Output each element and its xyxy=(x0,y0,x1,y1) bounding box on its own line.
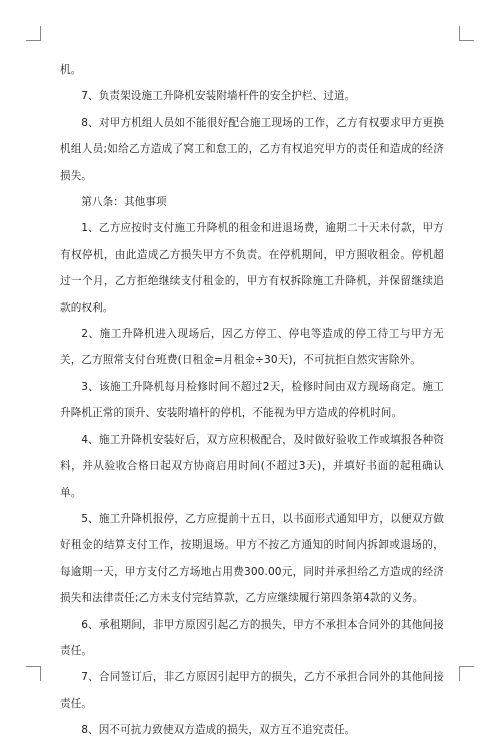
paragraph-item-7: 7、负责架设施工升降机安装附墙杆件的安全护栏、过道。 xyxy=(81,90,356,103)
crop-mark-bottom-right xyxy=(459,666,474,681)
crop-mark-top-left xyxy=(26,26,41,41)
paragraph-item-2: 2、施工升降机进入现场后，因乙方停工、停电等造成的停工待工与甲方无关，乙方照常支付台班费(日租金=月租金÷30天)，不可抗拒自然灾害除外。 xyxy=(60,328,444,367)
paragraph-item-7b: 7、合同签订后，非乙方原因引起甲方的损失，乙方不承担合同外的其他间接责任。 xyxy=(60,671,444,710)
crop-mark-bottom-left xyxy=(26,666,41,681)
paragraph-item-4: 4、施工升降机安装好后，双方应积极配合，及时做好验收工作或填报各种资料，并从验收合格日起双方协商启用时间(不超过3天)，并填好书面的起租确认单。 xyxy=(60,433,444,499)
paragraph-item-1: 1、乙方应按时支付施工升降机的租金和进退场费，逾期二十天未付款，甲方有权停机，由此造成乙方损失甲方不负责。在停机期间，甲方照收租金。停机超过一个月，乙方拒绝继续支付租金的，甲方有权拆除施工升降机，并保留继续追款的权利。 xyxy=(60,222,444,314)
crop-mark-top-right xyxy=(459,26,474,41)
paragraph-item-8: 8、对甲方机组人员如不能很好配合施工现场的工作，乙方有权要求甲方更换机组人员;如给乙方造成了窝工和怠工的，乙方有权追究甲方的责任和造成的经济损失。 xyxy=(60,116,444,182)
paragraph-continuation: 机。 xyxy=(60,64,82,76)
paragraph-item-6: 6、承租期间，非甲方原因引起乙方的损失，甲方不承担本合同外的其他间接责任。 xyxy=(60,618,444,657)
paragraph-item-3: 3、该施工升降机每月检修时间不超过2天，检修时间由双方现场商定。施工升降机正常的顶升、安装附墙杆的停机，不能视为甲方造成的停机时间。 xyxy=(60,380,444,420)
paragraph-item-5: 5、施工升降机报停，乙方应提前十五日，以书面形式通知甲方，以便双方做好租金的结算支付工作，按期退场。甲方不按乙方通知的时间内拆卸或退场的，每逾期一天，甲方支付乙方场地占用费300.00元，同时并承担给乙方造成的经济损失和法律责任;乙方未支付完结算款，乙方应继续履行第四条第4款的义务。 xyxy=(60,512,444,605)
paragraph-item-8b: 8、因不可抗力致使双方造成的损失，双方互不追究责任。 xyxy=(81,724,356,737)
document-body xyxy=(60,57,444,744)
section-heading: 第八条：其他事项 xyxy=(81,196,167,209)
